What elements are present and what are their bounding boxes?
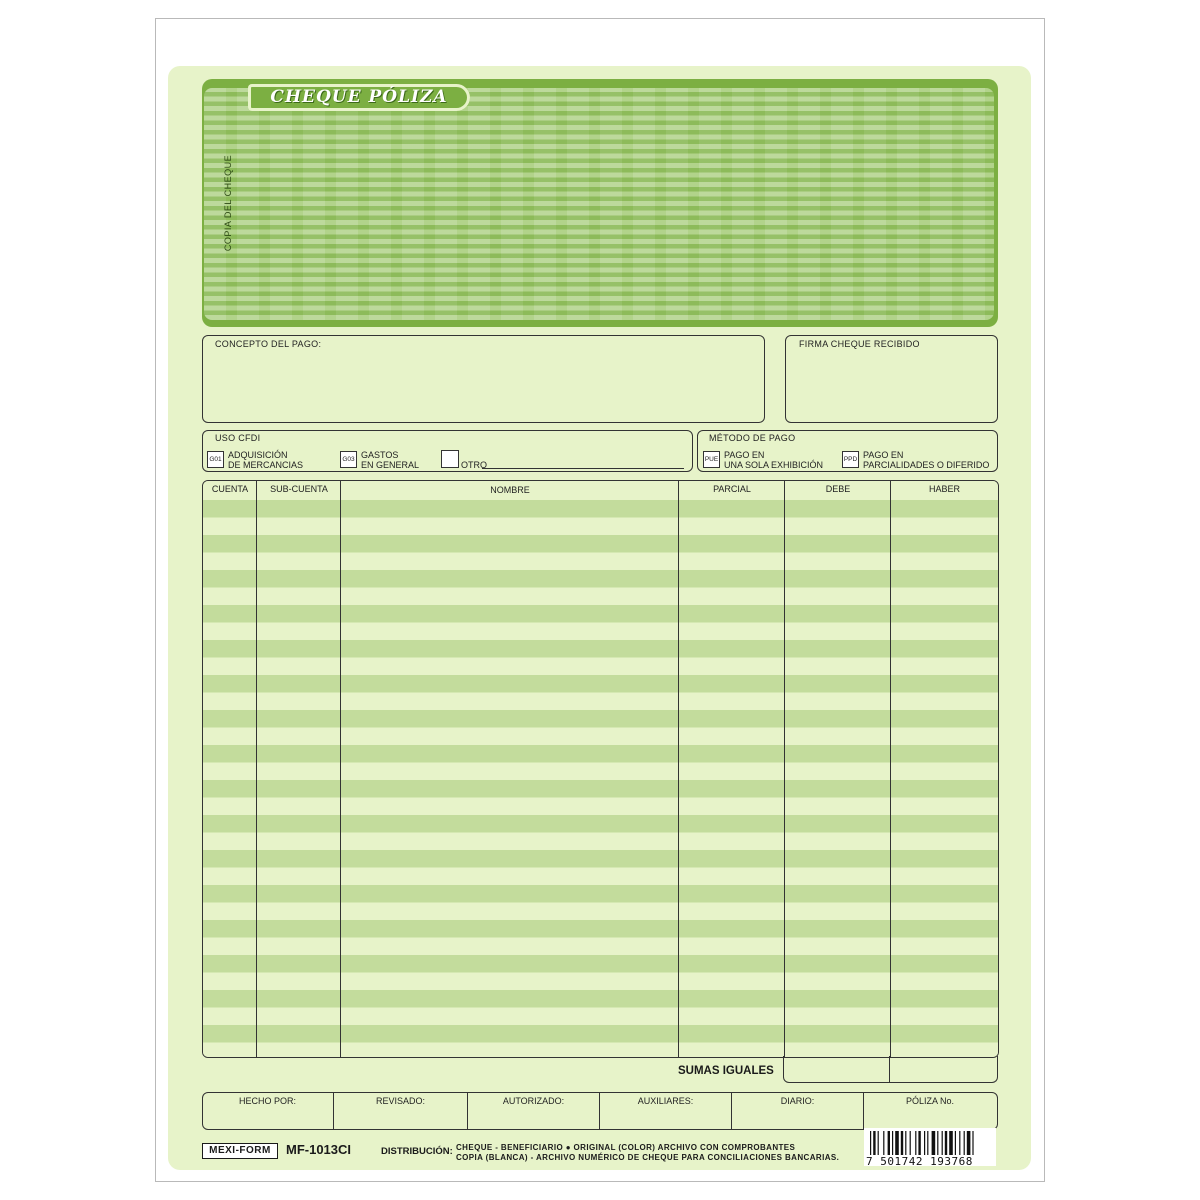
sumas-iguales-box[interactable]	[783, 1056, 998, 1083]
form-code: MF-1013CI	[286, 1142, 352, 1157]
pue-checkbox[interactable]: PUE	[703, 451, 720, 468]
sumas-iguales-label: SUMAS IGUALES	[678, 1065, 774, 1077]
firma-cheque-label: FIRMA CHEQUE RECIBIDO	[799, 339, 920, 349]
form-title: CHEQUE PÓLIZA	[270, 87, 448, 107]
revisado-field[interactable]: REVISADO:	[375, 1096, 425, 1106]
ppd-option-label: PAGO EN PARCIALIDADES O DIFERIDO	[863, 450, 990, 470]
col-divider	[678, 481, 679, 1057]
barcode-bar	[937, 1131, 938, 1155]
barcode-bar	[918, 1131, 920, 1155]
auxiliares-field[interactable]: AUXILIARES:	[637, 1096, 694, 1106]
concepto-del-pago-label: CONCEPTO DEL PAGO:	[215, 339, 322, 349]
barcode-bar	[945, 1131, 947, 1155]
barcode-bar	[910, 1131, 911, 1155]
distribucion-line-1: CHEQUE - BENEFICIARIO ● ORIGINAL (COLOR) ARCHIVO CON COMPROBANTES	[456, 1143, 796, 1152]
barcode-bar	[924, 1131, 925, 1155]
autorizado-field[interactable]: AUTORIZADO:	[502, 1096, 565, 1106]
col-header-parcial: PARCIAL	[713, 484, 751, 494]
barcode-bar	[932, 1131, 936, 1155]
barcode-bar	[878, 1131, 879, 1155]
distribucion-label: DISTRIBUCIÓN:	[381, 1146, 453, 1157]
barcode-bar	[949, 1131, 953, 1155]
diario-field[interactable]: DIARIO:	[780, 1096, 815, 1106]
otro-input-line[interactable]	[482, 468, 684, 469]
accounts-table	[202, 480, 999, 1058]
barcode-bar	[895, 1131, 899, 1155]
barcode-bar	[927, 1131, 928, 1155]
g01-option-label: ADQUISICIÓN DE MERCANCIAS	[228, 450, 304, 470]
col-header-cuenta: CUENTA	[211, 484, 249, 494]
barcode-bar	[955, 1131, 956, 1155]
barcode-bar	[959, 1131, 960, 1155]
barcode-bar	[901, 1131, 903, 1155]
copia-del-cheque-label: COPIA DEL CHEQUE	[223, 154, 233, 252]
col-divider	[890, 481, 891, 1057]
col-divider	[340, 481, 341, 1057]
col-header-debe: DEBE	[825, 484, 851, 494]
metodo-pago-label: MÉTODO DE PAGO	[709, 433, 796, 443]
otro-option-label: OTRO	[461, 460, 487, 470]
poliza-no-field[interactable]: PÓLIZA No.	[905, 1096, 955, 1106]
barcode-bar	[972, 1131, 973, 1155]
distribucion-line-2: COPIA (BLANCA) - ARCHIVO NUMÉRICO DE CHEQUE PARA CONCILIACIONES BANCARIAS.	[456, 1153, 840, 1162]
barcode-bar	[888, 1131, 890, 1155]
col-header-sub-cuenta: SUB-CUENTA	[270, 484, 328, 494]
g03-checkbox[interactable]: G03	[340, 451, 357, 468]
col-header-nombre: NOMBRE	[490, 485, 530, 495]
barcode-bar	[967, 1131, 971, 1155]
barcode-bar	[915, 1131, 916, 1155]
table-header	[203, 481, 998, 501]
g03-option-label: GASTOS EN GENERAL	[361, 450, 420, 470]
barcode	[864, 1128, 996, 1166]
table-rows[interactable]	[203, 500, 998, 1057]
ppd-checkbox[interactable]: PPD	[842, 451, 859, 468]
barcode-bar	[883, 1131, 884, 1155]
barcode-bar	[892, 1131, 893, 1155]
hecho-por-field[interactable]: HECHO POR:	[238, 1096, 296, 1106]
g01-checkbox[interactable]: G01	[207, 451, 224, 468]
form-title-tab	[248, 84, 470, 111]
otro-checkbox[interactable]	[441, 450, 459, 468]
barcode-bar	[870, 1131, 871, 1155]
barcode-bars	[870, 1131, 992, 1155]
barcode-bar	[964, 1131, 965, 1155]
barcode-number: 7 501742 193768	[866, 1155, 973, 1168]
col-divider	[256, 481, 257, 1057]
pue-option-label: PAGO EN UNA SOLA EXHIBICIÓN	[724, 450, 824, 470]
uso-cfdi-label: USO CFDI	[215, 433, 261, 443]
mexi-form-logo: MEXI-FORM	[202, 1143, 278, 1159]
cheque-security-pattern	[204, 88, 994, 320]
barcode-bar	[873, 1131, 875, 1155]
barcode-bar	[905, 1131, 906, 1155]
col-header-haber: HABER	[928, 484, 960, 494]
sumas-divider	[889, 1056, 890, 1082]
col-divider	[784, 481, 785, 1057]
barcode-bar	[942, 1131, 943, 1155]
